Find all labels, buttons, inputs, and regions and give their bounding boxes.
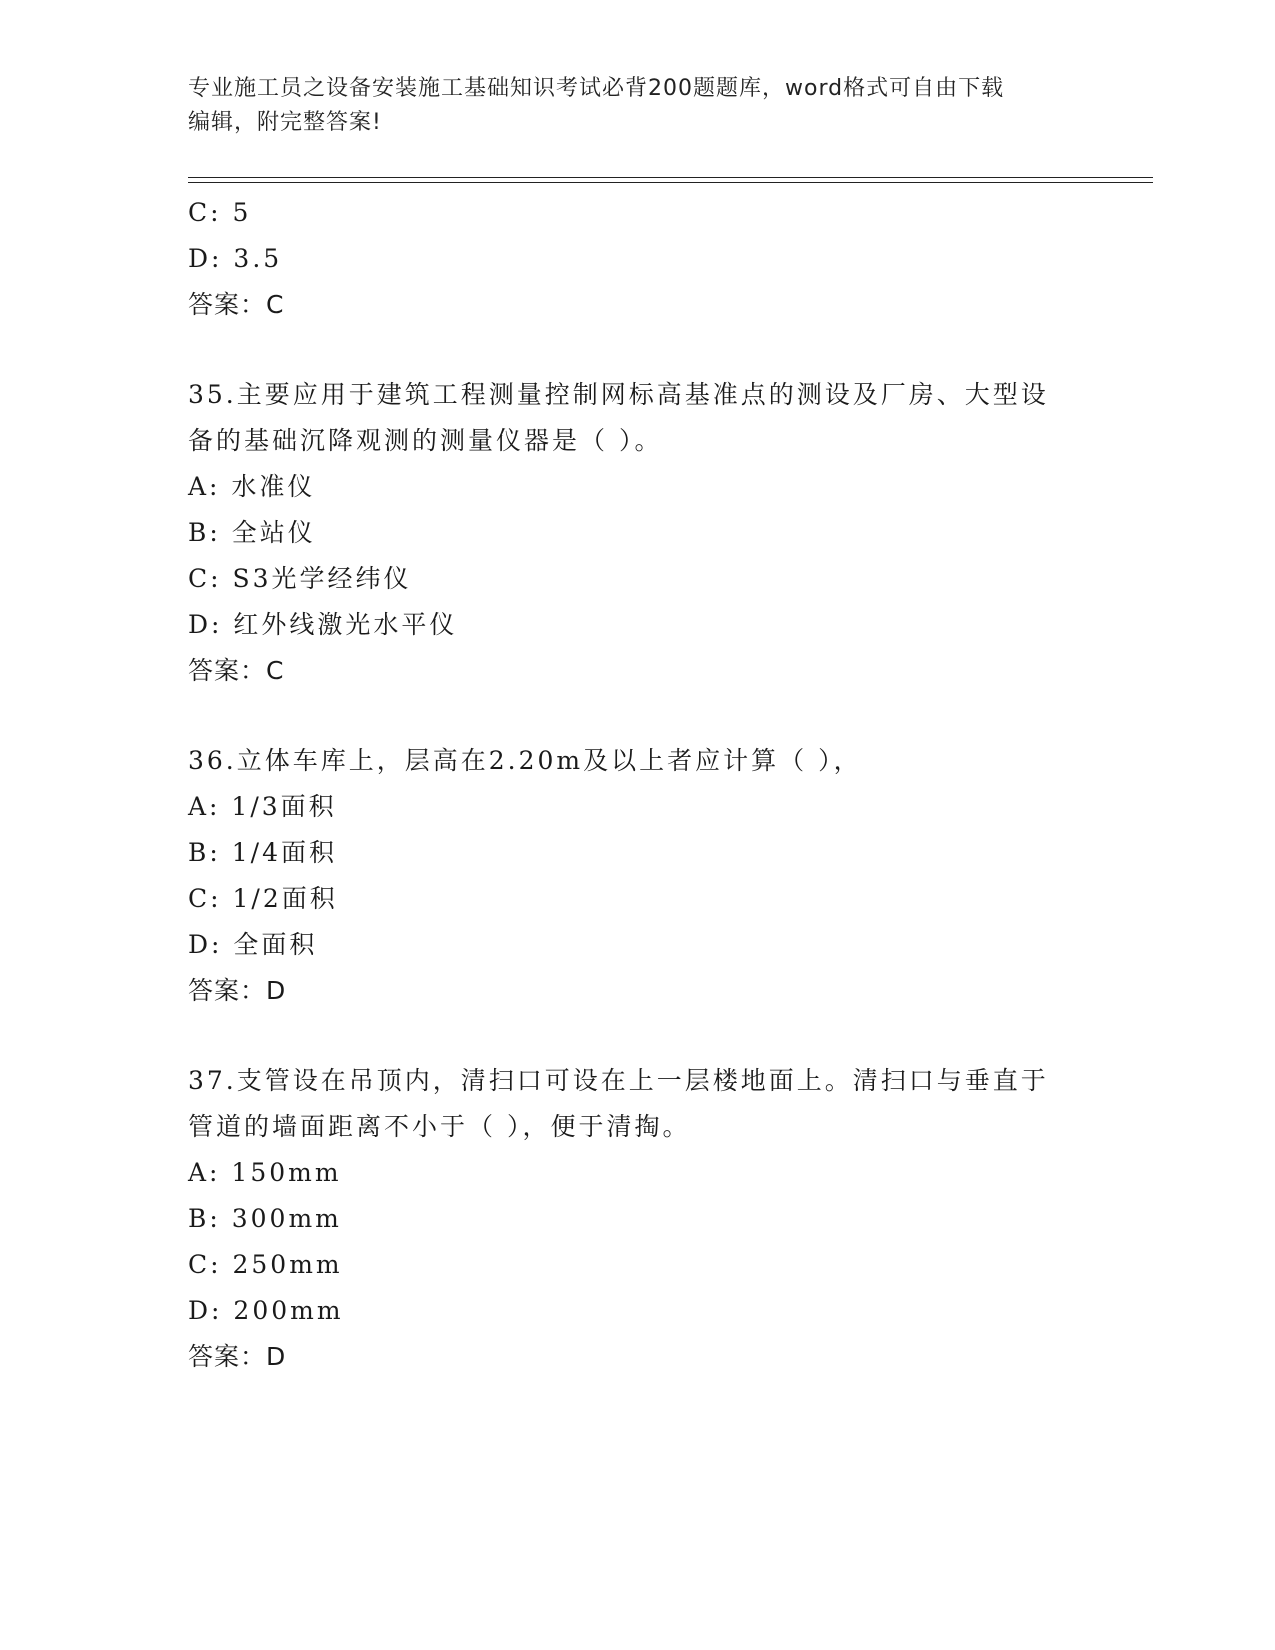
- option-c: C: 1/2面积: [188, 884, 338, 913]
- answer-line: 答案：C: [188, 656, 285, 685]
- option-b: B: 300mm: [188, 1204, 342, 1233]
- question-stem: 36.立体车库上，层高在2.20m及以上者应计算（ ），: [188, 746, 862, 775]
- option-c: C: 5: [188, 198, 252, 227]
- question-37: [188, 1058, 1088, 1380]
- answer-line: 答案：D: [188, 1342, 287, 1371]
- question-stem: 管道的墙面距离不小于（ ），便于清掏。: [188, 1112, 691, 1141]
- question-36: [188, 738, 1088, 1014]
- option-c: C: S3光学经纬仪: [188, 564, 412, 593]
- option-a: A: 150mm: [188, 1158, 342, 1187]
- option-d: D: 200mm: [188, 1296, 344, 1325]
- option-a: A: 水准仪: [188, 472, 316, 501]
- document-body: [188, 190, 1088, 1380]
- question-stem: 35.主要应用于建筑工程测量控制网标高基准点的测设及厂房、大型设: [188, 380, 1049, 409]
- page-header: [188, 72, 1088, 140]
- spacer: [188, 1014, 1088, 1058]
- spacer: [188, 694, 1088, 738]
- spacer: [188, 328, 1088, 372]
- question-stem: 37.支管设在吊顶内，清扫口可设在上一层楼地面上。清扫口与垂直于: [188, 1066, 1049, 1095]
- option-a: A: 1/3面积: [188, 792, 337, 821]
- option-b: B: 全站仪: [188, 518, 316, 547]
- option-d: D: 3.5: [188, 244, 283, 273]
- answer-line: 答案：C: [188, 290, 285, 319]
- header-rule-top: [188, 177, 1153, 178]
- header-line-1: 专业施工员之设备安装施工基础知识考试必背200题题库，word格式可自由下载: [188, 76, 1005, 101]
- answer-line: 答案：D: [188, 976, 287, 1005]
- question-stem: 备的基础沉降观测的测量仪器是（ ）。: [188, 426, 663, 455]
- header-rule-bottom: [188, 182, 1153, 183]
- option-c: C: 250mm: [188, 1250, 343, 1279]
- option-b: B: 1/4面积: [188, 838, 337, 867]
- header-line-2: 编辑，附完整答案!: [188, 110, 382, 135]
- option-d: D: 全面积: [188, 930, 318, 959]
- option-d: D: 红外线激光水平仪: [188, 610, 458, 639]
- question-35: [188, 372, 1088, 694]
- question-34-continuation: [188, 190, 1088, 328]
